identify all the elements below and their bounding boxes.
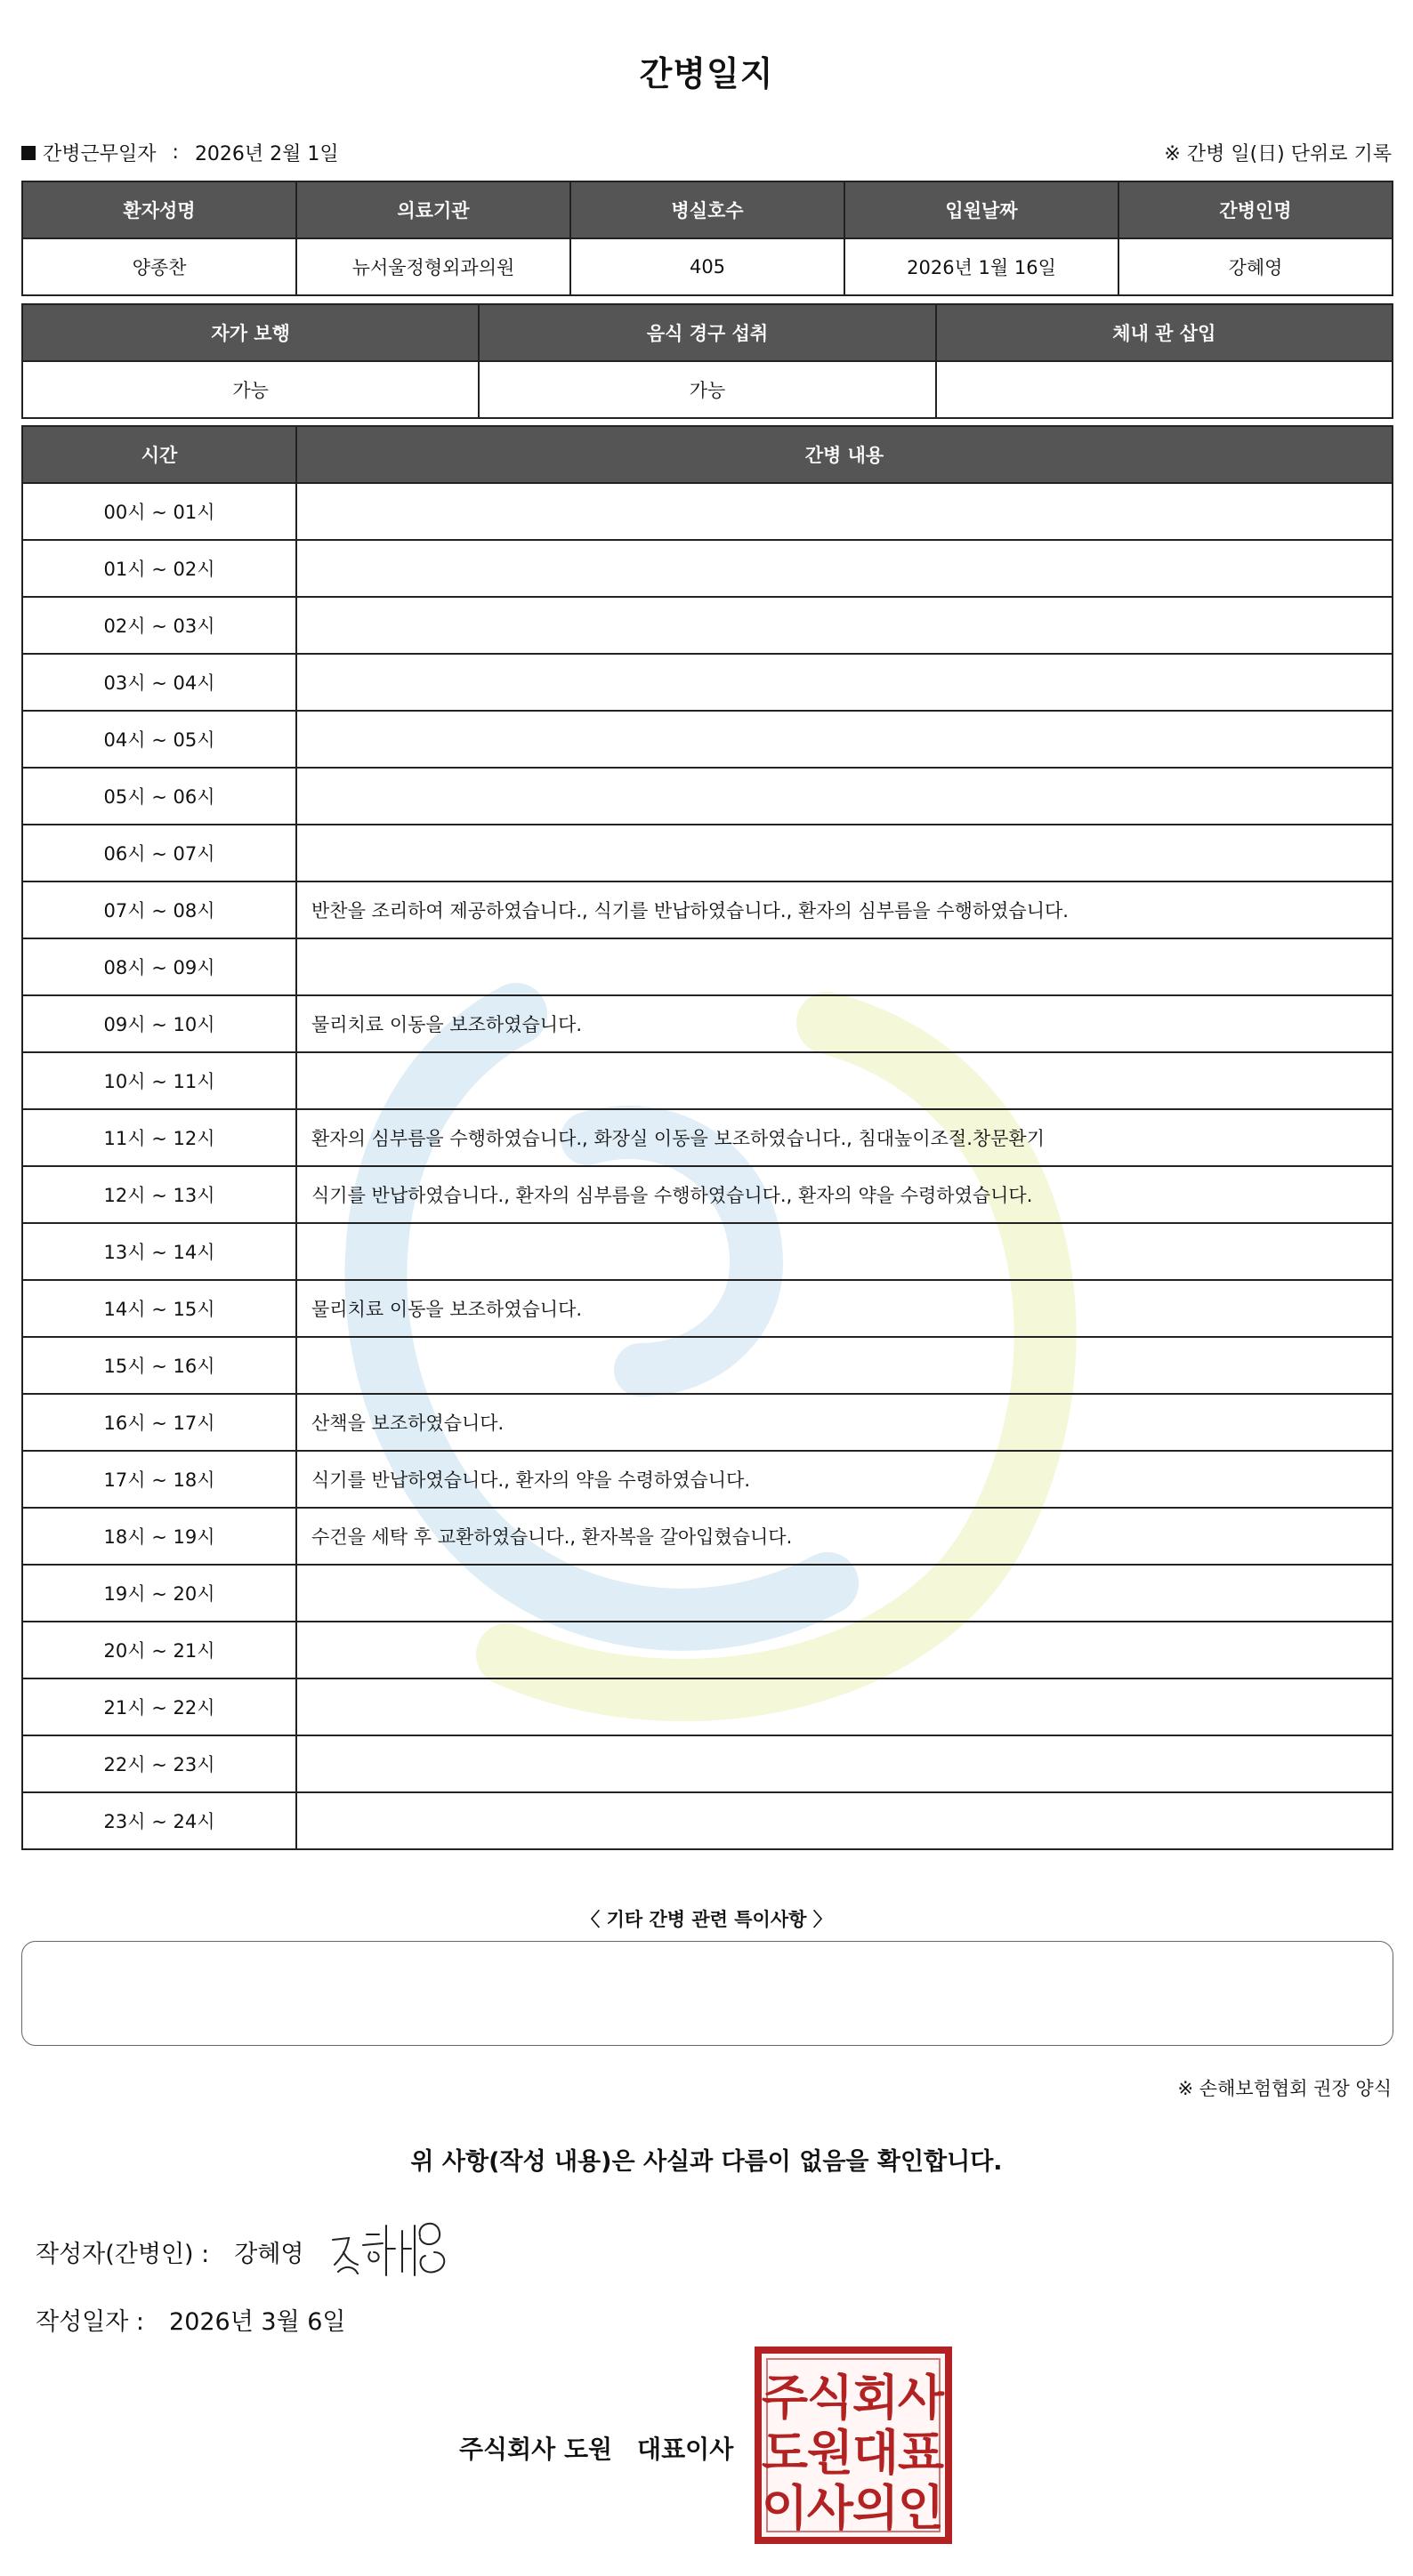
time-cell: 09시 ~ 10시	[22, 995, 296, 1052]
time-cell: 10시 ~ 11시	[22, 1052, 296, 1109]
confirmation-statement: 위 사항(작성 내용)은 사실과 다름이 없음을 확인합니다.	[410, 2148, 1003, 2176]
table-row	[22, 938, 1393, 995]
time-cell: 05시 ~ 06시	[22, 768, 296, 825]
content-cell	[296, 1678, 1393, 1735]
table-row	[22, 483, 1393, 540]
time-cell: 19시 ~ 20시	[22, 1565, 296, 1622]
page-title: 간병일지	[639, 54, 774, 93]
time-cell: 07시 ~ 08시	[22, 881, 296, 938]
time-cell: 04시 ~ 05시	[22, 711, 296, 768]
time-cell: 12시 ~ 13시	[22, 1166, 296, 1223]
table-row	[22, 1792, 1393, 1849]
record-note: ※ 간병 일(日) 단위로 기록	[1164, 143, 1392, 165]
table-row	[22, 768, 1393, 825]
company-line	[459, 2430, 733, 2466]
table-row	[22, 825, 1393, 881]
content-cell: 식기를 반납하였습니다., 환자의 약을 수령하였습니다.	[296, 1451, 1393, 1508]
table-row	[22, 1280, 1393, 1337]
table-row	[22, 995, 1393, 1052]
time-cell: 14시 ~ 15시	[22, 1280, 296, 1337]
time-cell: 18시 ~ 19시	[22, 1508, 296, 1565]
company-seal-stamp	[753, 2345, 954, 2546]
content-cell	[296, 768, 1393, 825]
table-row	[22, 540, 1393, 597]
time-cell: 01시 ~ 02시	[22, 540, 296, 597]
table-row	[22, 1451, 1393, 1508]
table-row	[22, 654, 1393, 711]
handwritten-signature	[327, 2213, 470, 2284]
header-room: 병실호수	[570, 181, 844, 238]
seal-character: 도	[761, 2425, 809, 2481]
table-row	[22, 881, 1393, 938]
content-cell: 수건을 세탁 후 교환하였습니다., 환자복을 갈아입혔습니다.	[296, 1508, 1393, 1565]
seal-character: 사	[806, 2480, 854, 2536]
seal-character: 이	[761, 2480, 809, 2536]
header-hospital: 의료기관	[296, 181, 570, 238]
time-cell: 17시 ~ 18시	[22, 1451, 296, 1508]
content-cell	[296, 1792, 1393, 1849]
content-cell	[296, 540, 1393, 597]
table-row	[22, 1394, 1393, 1451]
table-row	[22, 1735, 1393, 1792]
content-cell: 반찬을 조리하여 제공하였습니다., 식기를 반납하였습니다., 환자의 심부름을 수행하였습니다.	[296, 881, 1393, 938]
time-cell: 15시 ~ 16시	[22, 1337, 296, 1394]
table-row	[22, 1109, 1393, 1166]
time-cell: 23시 ~ 24시	[22, 1792, 296, 1849]
written-date-line	[36, 2302, 346, 2337]
content-cell	[296, 711, 1393, 768]
self-walking-value: 가능	[22, 361, 479, 418]
written-date-label: 작성일자 :	[36, 2308, 145, 2336]
time-cell: 13시 ~ 14시	[22, 1223, 296, 1280]
table-row	[22, 1052, 1393, 1109]
seal-character: 인	[897, 2480, 945, 2536]
time-cell: 00시 ~ 01시	[22, 483, 296, 540]
time-cell: 06시 ~ 07시	[22, 825, 296, 881]
content-cell	[296, 1622, 1393, 1678]
seal-character: 사	[897, 2370, 945, 2426]
table-row	[22, 1565, 1393, 1622]
seal-character: 주	[761, 2370, 809, 2426]
admission-date: 2026년 1월 16일	[844, 238, 1118, 295]
patient-status-table	[21, 303, 1393, 419]
content-cell	[296, 1052, 1393, 1109]
content-cell	[296, 597, 1393, 654]
header-time: 시간	[22, 426, 296, 483]
time-cell: 20시 ~ 21시	[22, 1622, 296, 1678]
special-notes-box	[21, 1941, 1393, 2046]
content-cell	[296, 483, 1393, 540]
seal-character: 회	[852, 2370, 900, 2426]
work-date-separator: :	[172, 141, 179, 164]
special-notes-label: 〈 기타 간병 관련 특이사항 〉	[581, 1909, 832, 1930]
seal-character: 대	[852, 2425, 900, 2481]
time-cell: 16시 ~ 17시	[22, 1394, 296, 1451]
time-cell: 11시 ~ 12시	[22, 1109, 296, 1166]
care-log-table	[21, 425, 1393, 1850]
content-cell	[296, 1735, 1393, 1792]
time-cell: 02시 ~ 03시	[22, 597, 296, 654]
table-row	[22, 1166, 1393, 1223]
content-cell	[296, 825, 1393, 881]
bullet-square-icon	[21, 146, 36, 160]
tube-insertion-value	[936, 361, 1393, 418]
header-caregiver-name: 간병인명	[1118, 181, 1393, 238]
time-cell: 21시 ~ 22시	[22, 1678, 296, 1735]
content-cell: 식기를 반납하였습니다., 환자의 심부름을 수행하였습니다., 환자의 약을 수령하였습니다.	[296, 1166, 1393, 1223]
work-date-value: 2026년 2월 1일	[194, 143, 339, 165]
content-cell	[296, 938, 1393, 995]
content-cell	[296, 654, 1393, 711]
header-oral-intake: 음식 경구 섭취	[479, 304, 935, 361]
content-cell: 환자의 심부름을 수행하였습니다., 화장실 이동을 보조하였습니다., 침대높이조절.창문환기	[296, 1109, 1393, 1166]
seal-character: 의	[852, 2480, 900, 2536]
header-admission-date: 입원날짜	[844, 181, 1118, 238]
time-cell: 22시 ~ 23시	[22, 1735, 296, 1792]
writer-name: 강혜영	[234, 2241, 304, 2268]
table-row	[22, 1508, 1393, 1565]
writer-line	[36, 2234, 304, 2269]
patient-info-table	[21, 181, 1393, 296]
table-row	[22, 711, 1393, 768]
patient-name: 양종찬	[22, 238, 296, 295]
table-row	[22, 1337, 1393, 1394]
content-cell: 물리치료 이동을 보조하였습니다.	[296, 995, 1393, 1052]
header-tube-insertion: 체내 관 삽입	[936, 304, 1393, 361]
time-cell: 08시 ~ 09시	[22, 938, 296, 995]
seal-character: 식	[806, 2370, 854, 2426]
oral-intake-value: 가능	[479, 361, 935, 418]
representative-title: 대표이사	[637, 2435, 734, 2464]
content-cell	[296, 1223, 1393, 1280]
company-name: 주식회사 도원	[459, 2435, 613, 2464]
written-date-value: 2026년 3월 6일	[169, 2308, 346, 2336]
content-cell	[296, 1337, 1393, 1394]
table-row	[22, 597, 1393, 654]
header-self-walking: 자가 보행	[22, 304, 479, 361]
content-cell: 산책을 보조하였습니다.	[296, 1394, 1393, 1451]
content-cell: 물리치료 이동을 보조하였습니다.	[296, 1280, 1393, 1337]
time-cell: 03시 ~ 04시	[22, 654, 296, 711]
header-care-content: 간병 내용	[296, 426, 1393, 483]
hospital-name: 뉴서울정형외과의원	[296, 238, 570, 295]
standard-form-note: ※ 손해보험협회 권장 양식	[1177, 2078, 1392, 2099]
work-date-label: 간병근무일자	[43, 143, 157, 165]
room-number: 405	[570, 238, 844, 295]
table-row	[22, 1622, 1393, 1678]
seal-character: 원	[806, 2425, 854, 2481]
content-cell	[296, 1565, 1393, 1622]
seal-character: 표	[897, 2425, 945, 2481]
caregiver-name: 강혜영	[1118, 238, 1393, 295]
table-row	[22, 1223, 1393, 1280]
writer-label: 작성자(간병인) :	[36, 2241, 210, 2268]
work-date	[21, 139, 339, 166]
header-patient-name: 환자성명	[22, 181, 296, 238]
table-row	[22, 1678, 1393, 1735]
